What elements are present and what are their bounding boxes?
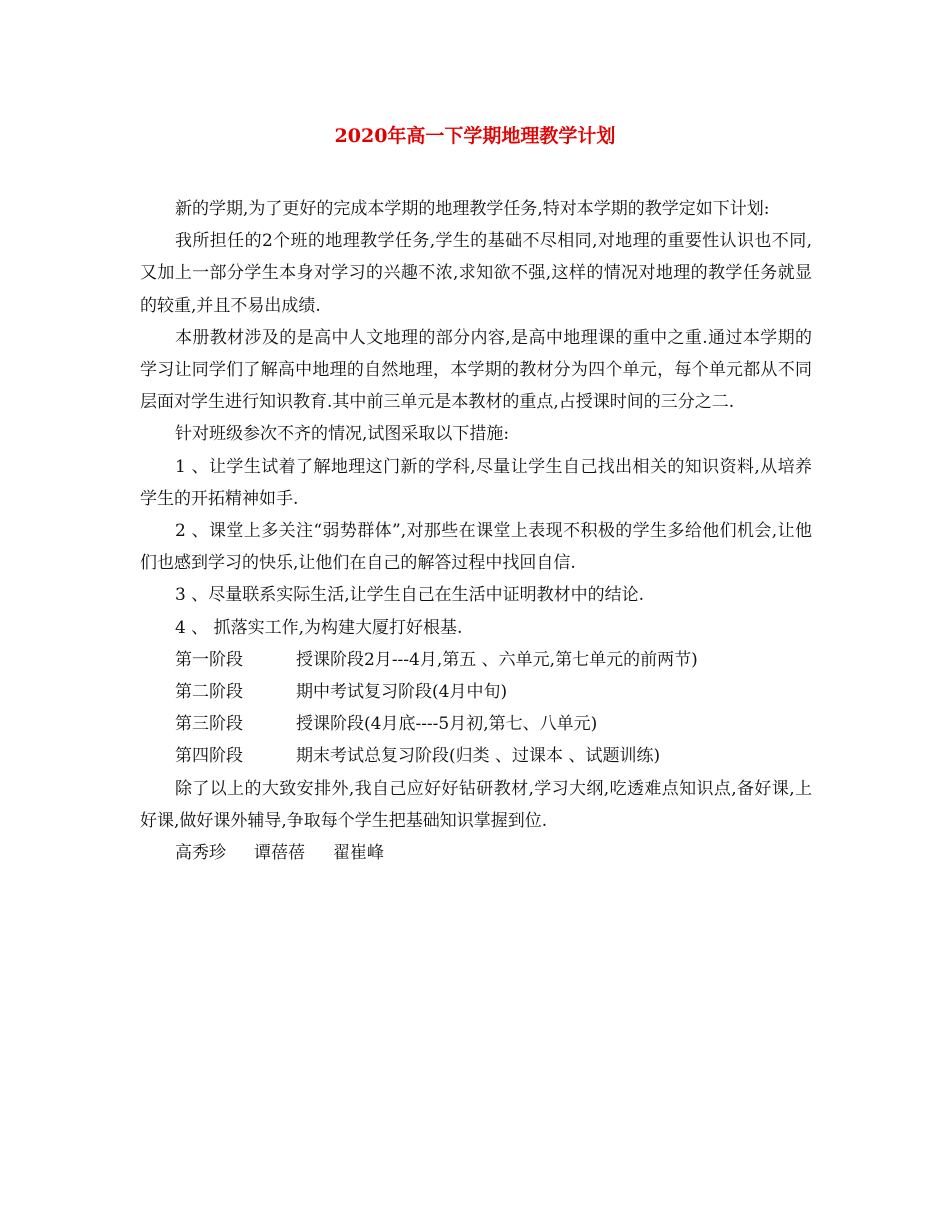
stage-label: 第三阶段 (175, 714, 243, 735)
stage-text: 授课阶段(4月底----5月初,第七、八单元) (296, 714, 598, 735)
stage-label: 第四阶段 (175, 746, 243, 767)
author-name: 谭蓓蓓 (254, 843, 305, 864)
stage-label: 第二阶段 (175, 682, 243, 703)
measure-item: 4 、 抓落实工作,为构建大厦打好根基. (175, 617, 463, 638)
stage-row (140, 644, 812, 676)
stage-row (140, 708, 812, 740)
author-name: 高秀珍 (175, 843, 226, 864)
intro-paragraph: 新的学期,为了更好的完成本学期的地理教学任务,特对本学期的教学定如下计划: (175, 199, 770, 219)
stage-text: 期中考试复习阶段(4月中旬) (296, 682, 508, 703)
stage-row (140, 740, 812, 772)
stage-label: 第一阶段 (175, 649, 243, 670)
measures-heading: 针对班级参次不齐的情况,试图采取以下措施: (175, 424, 510, 445)
signature-line (140, 837, 812, 869)
textbook-paragraph: 本册教材涉及的是高中人文地理的部分内容,是高中地理课的重中之重.通过本学期的学习让同学们了解高中地理的自然地理，本学期的教材分为四个单元，每个单元都从不同层面对学生进行知识教育.其中前三单元是本教材的重点,占授课时间的三分之二. (140, 327, 812, 413)
closing-paragraph: 除了以上的大致安排外,我自己应好好钻研教材,学习大纲,吃透难点知识点,备好课,上好课,做好课外辅导,争取每个学生把基础知识掌握到位. (140, 778, 812, 831)
author-name: 翟崔峰 (333, 843, 384, 864)
document-body (140, 193, 812, 869)
stage-text: 授课阶段2月---4月,第五 、六单元,第七单元的前两节) (296, 649, 698, 670)
measure-item: 2 、课堂上多关注“弱势群体”,对那些在课堂上表现不积极的学生多给他们机会,让他们也感到学习的快乐,让他们在自己的解答过程中找回自信. (140, 521, 812, 574)
situation-paragraph: 我所担任的2个班的地理教学任务,学生的基础不尽相同,对地理的重要性认识也不同,又加上一部分学生本身对学习的兴趣不浓,求知欲不强,这样的情况对地理的教学任务就显的较重,并且不易出成绩. (140, 231, 812, 316)
stage-text: 期末考试总复习阶段(归类 、过课本 、试题训练) (296, 746, 661, 767)
measure-item: 3 、尽量联系实际生活,让学生自己在生活中证明教材中的结论. (175, 585, 645, 606)
measure-item: 1 、让学生试着了解地理这门新的学科,尽量让学生自己找出相关的知识资料,从培养学生的开拓精神如手. (140, 456, 812, 509)
document-title: 2020年高一下学期地理教学计划 (334, 125, 616, 147)
stage-row (140, 676, 812, 708)
